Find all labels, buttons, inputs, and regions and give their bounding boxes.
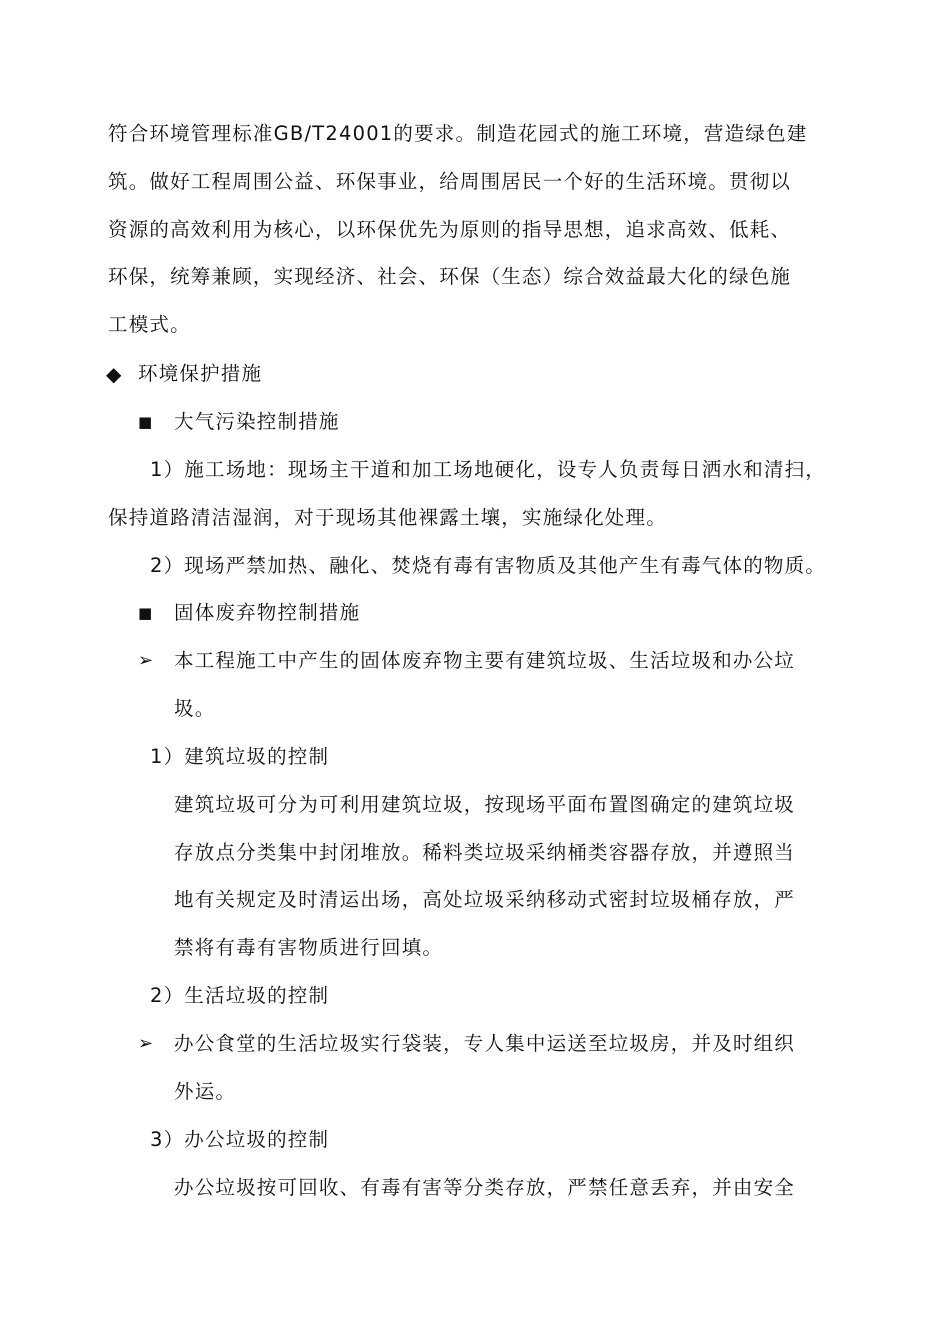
section-title: 环境保护措施 (138, 362, 263, 385)
living-line-2: 外运。 (174, 1080, 237, 1103)
intro-line-3: 资源的高效利用为核心，以环保优先为原则的指导思想，追求高效、低耗、 (108, 218, 792, 241)
office-line-1: 办公垃圾按可回收、有毒有害等分类存放，严禁任意丢弃，并由安全 (174, 1176, 796, 1199)
diamond-bullet-icon: ◆ (106, 362, 122, 386)
living-title: 2）生活垃圾的控制 (150, 984, 330, 1007)
living-line-1: 办公食堂的生活垃圾实行袋装，专人集中运送至垃圾房，并及时组织 (174, 1032, 796, 1055)
construction-line-1: 建筑垃圾可分为可利用建筑垃圾，按现场平面布置图确定的建筑垃圾 (174, 793, 796, 816)
square-bullet-icon: ■ (138, 413, 153, 431)
intro-line-2: 筑。做好工程周围公益、环保事业，给周围居民一个好的生活环境。贯彻以 (108, 170, 792, 193)
square-bullet-icon: ■ (138, 604, 153, 622)
arrow-bullet-icon: ➢ (138, 650, 154, 671)
construction-title: 1）建筑垃圾的控制 (150, 745, 330, 768)
air-item1-line2: 保持道路清洁湿润，对于现场其他裸露土壤，实施绿化处理。 (108, 506, 667, 529)
solid-title: 固体废弃物控制措施 (174, 601, 361, 624)
construction-line-2: 存放点分类集中封闭堆放。稀料类垃圾采纳桶类容器存放，并遵照当 (174, 841, 796, 864)
intro-line-5: 工模式。 (108, 313, 191, 336)
intro-line-4: 环保，统筹兼顾，实现经济、社会、环保（生态）综合效益最大化的绿色施 (108, 265, 792, 288)
intro-line-1: 符合环境管理标准GB/T24001的要求。制造花园式的施工环境，营造绿色建 (108, 122, 808, 145)
solid-intro-line2: 圾。 (174, 697, 216, 720)
arrow-bullet-icon: ➢ (138, 1033, 154, 1054)
air-item2: 2）现场严禁加热、融化、焚烧有毒有害物质及其他产生有毒气体的物质。 (150, 554, 827, 577)
air-item1-line1: 1）施工场地：现场主干道和加工场地硬化，设专人负责每日洒水和清扫， (150, 458, 827, 481)
solid-intro-line1: 本工程施工中产生的固体废弃物主要有建筑垃圾、生活垃圾和办公垃 (174, 649, 796, 672)
air-title: 大气污染控制措施 (174, 410, 340, 433)
construction-line-4: 禁将有毒有害物质进行回填。 (174, 936, 444, 959)
office-title: 3）办公垃圾的控制 (150, 1128, 330, 1151)
construction-line-3: 地有关规定及时清运出场，高处垃圾采纳移动式密封垃圾桶存放，严 (174, 888, 796, 911)
